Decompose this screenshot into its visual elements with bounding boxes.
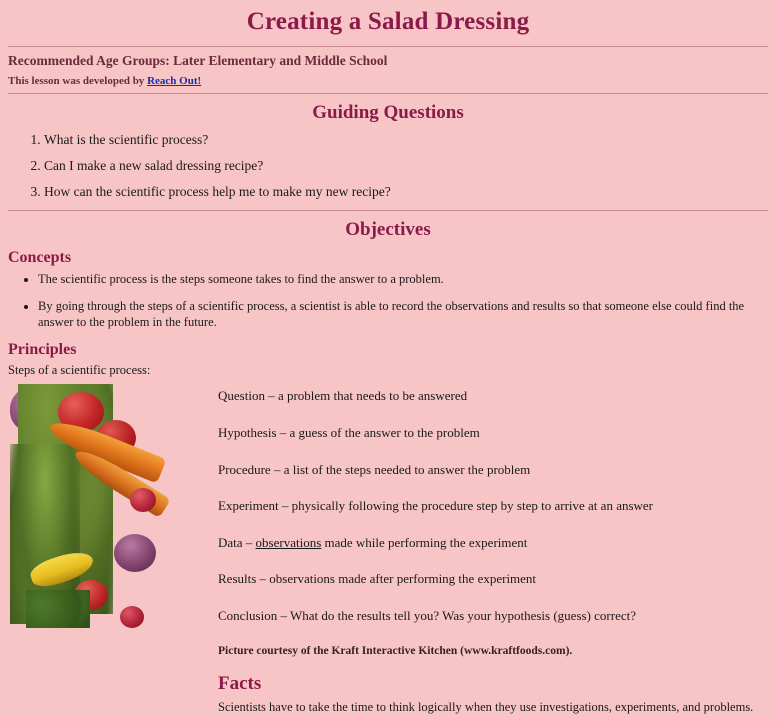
- salad-vegetables-photo: [10, 384, 200, 629]
- principles-heading: Principles: [8, 341, 77, 359]
- radish-shape-2: [120, 606, 144, 628]
- step-conclusion: Conclusion – What do the results tell you? Was your hypothesis (guess) correct?: [218, 607, 636, 623]
- image-credit: Picture courtesy of the Kraft Interactive Kitchen (www.kraftfoods.com).: [218, 644, 573, 657]
- broccoli-shape: [26, 590, 90, 628]
- step-hypothesis: Hypothesis – a guess of the answer to the problem: [218, 424, 480, 440]
- steps-area: [0, 380, 776, 714]
- list-item: 3. How can the scientific process help me to make my new recipe?: [44, 184, 776, 201]
- observations-link[interactable]: observations: [255, 534, 322, 550]
- facts-heading: Facts: [218, 672, 262, 694]
- list-item: 1. What is the scientific process?: [44, 132, 776, 149]
- document-page: [0, 8, 776, 715]
- developed-by-prefix: This lesson was developed by: [8, 75, 148, 87]
- divider-after-questions: [8, 210, 768, 211]
- guiding-questions-heading: Guiding Questions: [312, 102, 464, 123]
- guiding-questions-list: [0, 132, 776, 201]
- red-onion-shape-2: [114, 534, 156, 572]
- step-results: Results – observations made after performing the experiment: [218, 571, 537, 587]
- concepts-heading: Concepts: [8, 248, 72, 266]
- steps-label: Steps of a scientific process:: [8, 363, 151, 378]
- step-data-suffix: made while performing the experiment: [321, 534, 528, 550]
- step-data-prefix: Data –: [218, 534, 256, 550]
- scientific-process-steps: [218, 380, 776, 623]
- step-experiment: Experiment – physically following the procedure step by step to arrive at an answer: [218, 498, 654, 514]
- list-item: • The scientific process is the steps someone takes to find the answer to a problem.: [38, 271, 776, 287]
- step-question: Question – a problem that needs to be answered: [218, 388, 468, 404]
- concepts-list: [0, 271, 776, 331]
- facts-text: Scientists have to take the time to think logically when they use investigations, experiments, and problems.: [218, 699, 754, 714]
- document-meta: [0, 53, 776, 87]
- list-item: 2. Can I make a new salad dressing recipe?: [44, 158, 776, 175]
- divider-top: [8, 46, 768, 47]
- page-title: Creating a Salad Dressing: [246, 8, 530, 35]
- list-item: • By going through the steps of a scientific process, a scientist is able to record the observations and results so that someone else could find the answer to the problem in the future.: [38, 298, 776, 331]
- reach-out-link[interactable]: Reach Out!: [147, 75, 202, 87]
- step-data: [218, 535, 776, 551]
- step-procedure: Procedure – a list of the steps needed to answer the problem: [218, 461, 531, 477]
- objectives-heading: Objectives: [345, 218, 431, 240]
- developed-by-line: [8, 75, 768, 87]
- divider-after-meta: [8, 93, 768, 94]
- age-groups-label: Recommended Age Groups: Later Elementary and Middle School: [8, 53, 388, 68]
